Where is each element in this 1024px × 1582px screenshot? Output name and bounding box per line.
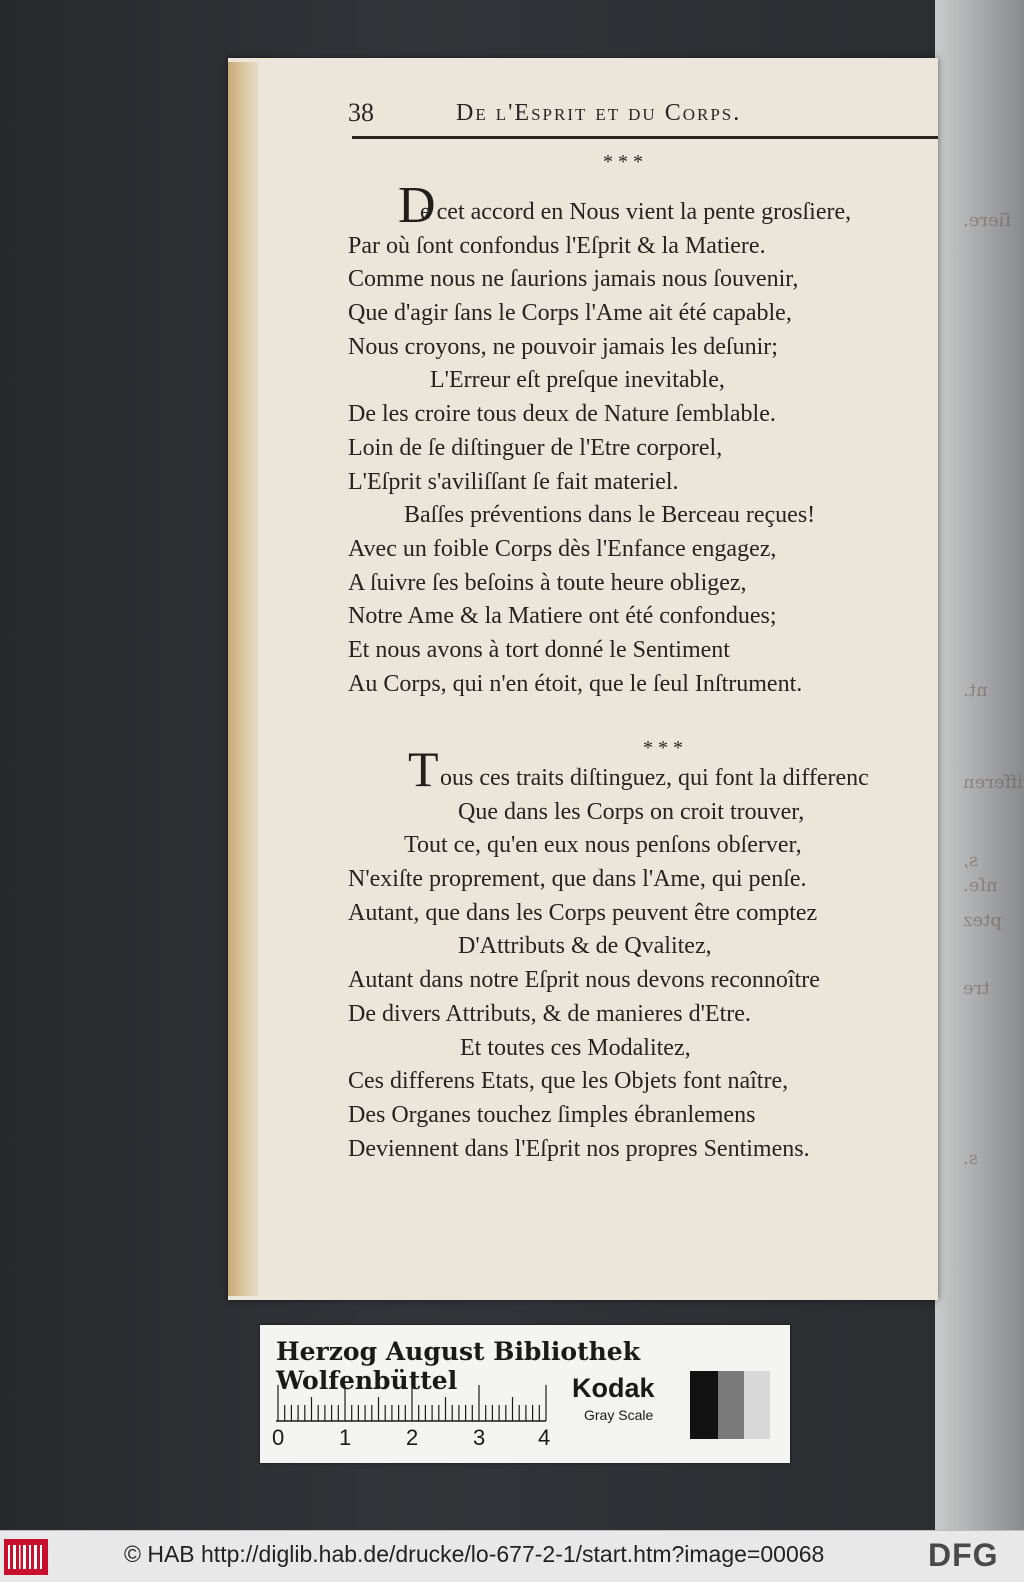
verse-line: Nous croyons, ne pouvoir jamais les deſunir; [348, 333, 778, 360]
verse-line: e cet accord en Nous vient la pente grosſiere, [420, 199, 852, 225]
verse-line: Que dans les Corps on croit trouver, [458, 798, 805, 825]
page-header [348, 98, 938, 134]
verse-line: Ces differens Etats, que les Objets font naître, [348, 1068, 789, 1095]
bleed-word: nt. [963, 680, 988, 701]
source-url[interactable]: © HAB http://diglib.hab.de/drucke/lo-677-2-1/start.htm?image=00068 [124, 1541, 825, 1567]
bleed-word: nſe. [963, 875, 998, 896]
verse-line: Tout ce, qu'en eux nous penſons obſerver, [404, 832, 802, 859]
drop-cap: T [408, 741, 439, 797]
asterism: * * * [643, 737, 683, 759]
stanza-1 [348, 196, 938, 701]
verse-line: Et toutes ces Modalitez, [460, 1034, 691, 1061]
gray-scale-label: Gray Scale [584, 1407, 654, 1423]
bleed-word: s, [963, 850, 978, 871]
verse-line: Autant, que dans les Corps peuvent être comptez [348, 899, 818, 926]
verse-line: ous ces traits diſtinguez, qui font la differenc [440, 765, 869, 791]
scale-ruler [276, 1383, 552, 1423]
running-head: De l'Esprit et du Corps. [456, 100, 742, 126]
verse-line: L'Erreur eſt preſque inevitable, [430, 367, 725, 394]
dfg-logo: DFG [928, 1537, 999, 1573]
bleed-word: ifferen [963, 772, 1024, 793]
drop-cap: D [398, 177, 436, 234]
gray-patch-light [744, 1371, 770, 1439]
verse-line: Autant dans notre Eſprit nous devons reconnoître [348, 967, 820, 994]
verse-line: Baſſes préventions dans le Berceau reçues! [404, 502, 816, 529]
bleed-word: ptez [963, 910, 1002, 931]
verse-line: D'Attributs & de Qvalitez, [458, 933, 712, 960]
verse-line: N'exiſte proprement, que dans l'Ame, qui penſe. [348, 866, 807, 893]
verse-line: Avec un foible Corps dès l'Enfance engagez, [348, 535, 777, 562]
stanza-2 [348, 762, 938, 1166]
sleeve-bleed-text [955, 200, 1024, 1200]
verse-line: De divers Attributs, & de manieres d'Etre. [348, 1000, 751, 1027]
verse-line: L'Eſprit s'aviliſſant ſe fait materiel. [348, 468, 679, 495]
verse-line: Que d'agir ſans le Corps l'Ame ait été capable, [348, 300, 792, 327]
footer-bar [0, 1530, 1024, 1582]
scale-digit: 3 [473, 1425, 486, 1450]
bleed-word: tre [963, 978, 990, 999]
asterism: * * * [603, 151, 643, 173]
library-name: Herzog August Bibliothek Wolfenbüttel [276, 1337, 641, 1395]
verse-line: Au Corps, qui n'en étoit, que le ſeul Inſtrument. [348, 670, 803, 697]
verse-line: De les croire tous deux de Nature ſemblable. [348, 401, 776, 428]
kodak-logo: Kodak [572, 1373, 655, 1403]
header-rule [352, 136, 938, 139]
verse-line: A ſuivre ſes beſoins à toute heure obligez, [348, 569, 747, 596]
bleed-word: s. [963, 1148, 978, 1169]
verse-line: Et nous avons à tort donné le Sentiment [348, 636, 730, 663]
bleed-word: ſiere. [963, 210, 1012, 231]
verse-line: Par où ſont confondus l'Eſprit & la Matiere. [348, 232, 766, 259]
gray-patch-black [690, 1371, 718, 1439]
gray-patch-mid [718, 1371, 744, 1439]
scale-digit: 4 [538, 1425, 551, 1450]
scale-digit: 2 [406, 1425, 419, 1450]
verse-line: Loin de ſe diſtinguer de l'Etre corporel, [348, 434, 723, 461]
verse-line: Notre Ame & la Matiere ont été confondues; [348, 603, 777, 630]
page-number: 38 [348, 98, 374, 127]
verse-line: Comme nous ne ſaurions jamais nous ſouvenir, [348, 266, 799, 293]
scale-digit: 0 [272, 1425, 285, 1450]
scale-digit: 1 [339, 1425, 352, 1450]
color-target-card [260, 1325, 790, 1463]
verse-line: Deviennent dans l'Eſprit nos propres Sentimens. [348, 1135, 810, 1162]
page-edge [228, 62, 258, 1296]
verse-line: Des Organes touchez ſimples ébranlemens [348, 1101, 756, 1128]
hab-barcode-icon [4, 1539, 48, 1575]
